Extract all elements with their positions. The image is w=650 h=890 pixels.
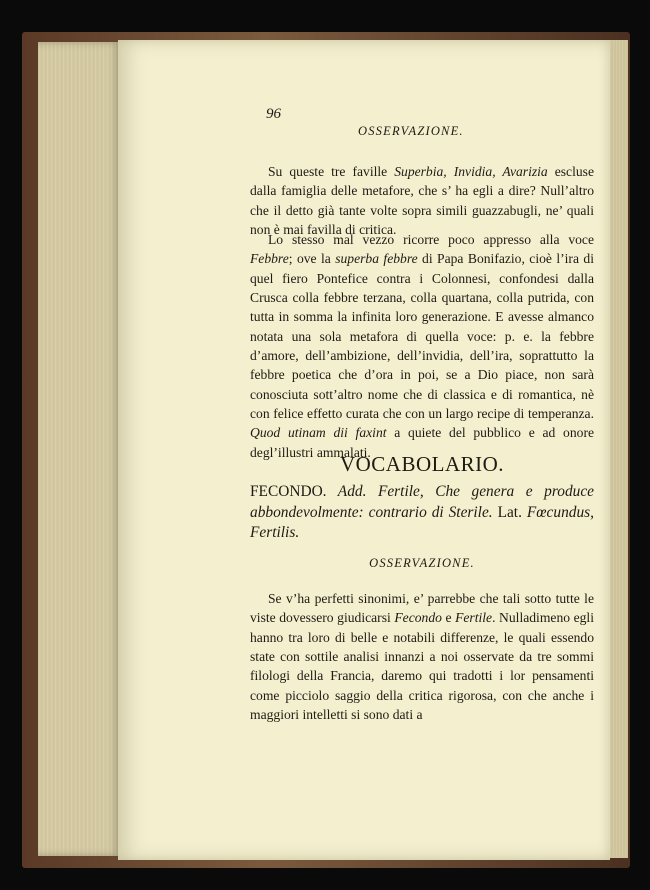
paragraph-3-text-2: e [441, 610, 456, 626]
paragraph-2-text-1: Lo stesso mal vezzo ricorre poco appresso alla voce [268, 232, 594, 247]
paragraph-2-text-3: di Papa Bonifazio, cioè l’ira di quel fiero Pontefice contra i Colonnesi, confondesi dalla Crusca colla febbre terzana, colla quartana, colla putrida, con tutta in somma la infinita loro generazione. E avesse almanco notata una sola metafora di quella voce: p. e. la febbre d’amore, dell’ambizione, dell’invidia, dell’ira, soprattutto la febbre poetica che d’ora in poi, se a Dio piace, non sarà conosciuta sott’altro nome che di classica e di romantica, nè con felice effetto curata che con un largo recipe di temperanza. [250, 251, 594, 422]
paragraph-1-text-1: Su queste tre faville [268, 164, 395, 179]
paragraph-1 [250, 162, 594, 239]
paragraph-1-text-2: escluse dalla famiglia delle metafore, che s’ ha egli a dire? Null’altro che il detto già tante volte sopra simili guazzabugli, ne’ quali non è mai favilla di critica. [250, 164, 594, 238]
sub-heading: OSSERVAZIONE. [369, 556, 475, 570]
paragraph-2-text-2: ; ove la [288, 251, 336, 267]
entry-headword: FECONDO. [250, 483, 327, 500]
running-head: OSSERVAZIONE. [358, 124, 464, 138]
paragraph-3 [250, 589, 594, 724]
dictionary-entry [250, 482, 594, 544]
paragraph-2-italic-3: Quod utinam dii faxint [250, 425, 387, 441]
paragraph-3-text-1: Se v’ha perfetti sinonimi, e’ parrebbe che tali sotto tutte le viste dovessero giudicarsi [250, 591, 594, 626]
paragraph-3-italic-2: Fertile [455, 610, 493, 626]
paragraph-2 [250, 230, 594, 462]
entry-definition: Add. Fertile, Che genera e produce abbondevolmente: contrario di Sterile. [250, 483, 594, 521]
section-title: VOCABOLARIO. [339, 452, 505, 476]
paragraph-2-italic-1: Febbre [250, 251, 289, 267]
paragraph-2-italic-2: superba febbre [335, 251, 418, 267]
entry-latin-terms: Fœcundus, Fertilis. [250, 503, 594, 541]
paragraph-3-italic-1: Fecondo [394, 610, 442, 626]
paragraph-3-text-3: . Nulladimeno egli hanno tra loro di belle e notabili differenze, le quali essendo state con sottile analisi innanzi a noi osservate da tre sommi filologi della Francia, daremo qui tradotti i lor pensamenti come picciolo saggio della critica rigorosa, con che anche i maggiori intelletti si sono dati a [250, 610, 594, 723]
paragraph-1-italic-1: Superbia, Invidia, Avarizia [394, 164, 548, 179]
page-number: 96 [266, 106, 281, 122]
entry-latin-label: Lat. [492, 503, 527, 521]
page-edges-left [38, 42, 122, 856]
paragraph-2-text-4: a quiete del pubblico e ad onore degl’illustri ammalati. [250, 425, 595, 460]
